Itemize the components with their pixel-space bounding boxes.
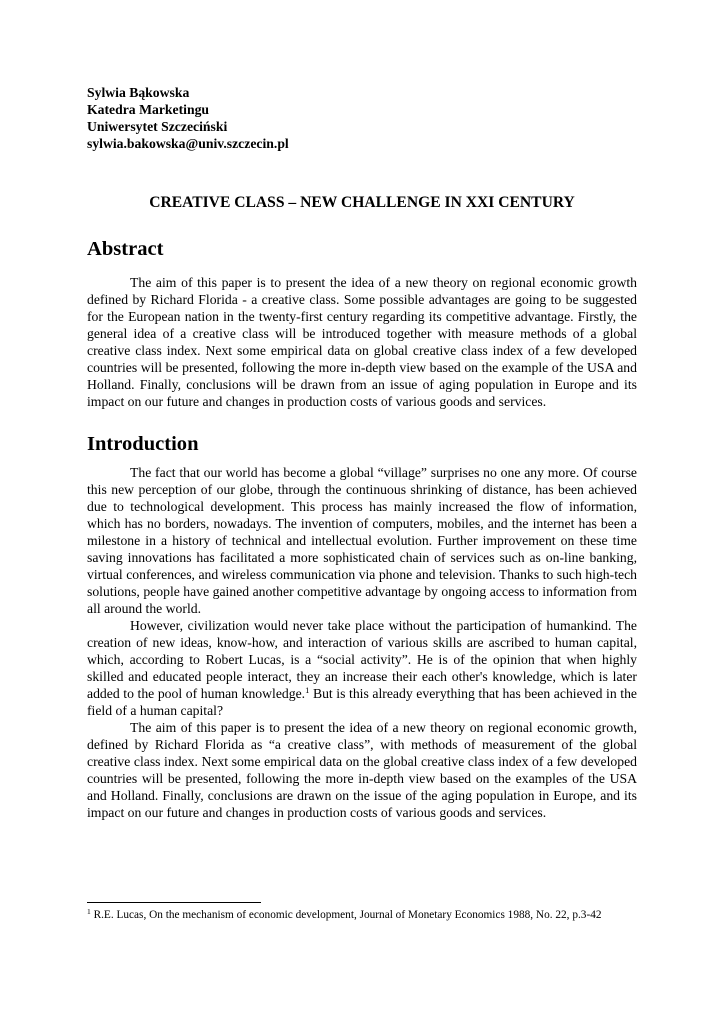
footnote-reference: 1 [305, 685, 310, 695]
author-department: Katedra Marketingu [87, 102, 210, 117]
footnote-text: R.E. Lucas, On the mechanism of economic development, Journal of Monetary Economics 1988, No. 22, p.3-42 [90, 909, 602, 921]
author-email: sylwia.bakowska@univ.szczecin.pl [87, 136, 289, 151]
paper-title: CREATIVE CLASS – NEW CHALLENGE IN XXI CENTURY [149, 194, 575, 211]
introduction-paragraph-2 [87, 617, 637, 719]
author-block [87, 84, 637, 152]
author-name: Sylwia Bąkowska [87, 85, 190, 100]
paragraph-2-text: However, civilization would never take place without the participation of humankind. The creation of new ideas, know-how, and interaction of various skills are ascribed to human capital, which, according to Robert Lucas, is a “social activity”. He is of the opinion that when highly skilled and educated people interact, they an increase their each other's knowledge, which is later added to the pool of human knowledge. [87, 618, 637, 701]
introduction-heading: Introduction [87, 433, 199, 455]
abstract-text: The aim of this paper is to present the idea of a new theory on regional economic growth defined by Richard Florida - a creative class. Some possible advantages are going to be suggested for the European nation in the twenty-first century regarding its competitive advantage. Firstly, the general idea of a creative class will be introduced together with measure methods of a global creative class index. Next some empirical data on global creative class index of a few developed countries will be presented, following the more in-depth view based on the example of the USA and Holland. Finally, conclusions will be drawn from an issue of aging population in Europe and its impact on our future and changes in production costs of various goods and services. [87, 275, 637, 409]
author-university: Uniwersytet Szczeciński [87, 119, 228, 134]
footnote-number: 1 [87, 907, 91, 916]
introduction-paragraph-1: The fact that our world has become a global “village” surprises no one any more. Of course this new perception of our globe, through the continuous shrinking of distance, has been achieved due to technological development. This process has mainly increased the flow of information, which has no borders, nowadays. The invention of computers, mobiles, and the internet has been a milestone in a history of technical and intellectual evolution. Further improvement on these time saving innovations has facilitated a more sophisticated chain of services such as on-line banking, virtual conferences, and wireless communication via phone and television. Thanks to such high-tech solutions, people have gained another competitive advantage by ongoing access to information from all around the world. [87, 465, 637, 616]
footnote-divider [87, 902, 261, 903]
introduction-paragraph-3: The aim of this paper is to present the idea of a new theory on regional economic growth, defined by Richard Florida as “a creative class”, with methods of measurement of the global creative class index. Next some empirical data on the global creative class index of a few developed countries will be presented, following the more in-depth view based on the examples of the USA and Holland. Finally, conclusions are drawn on the issue of the aging population in Europe, and its impact on our future and changes in production costs of various goods and services. [87, 720, 637, 820]
paragraph-2-text-end: But is this already everything that has been achieved in the field of a human capital? [87, 686, 637, 718]
footnote [87, 908, 638, 922]
abstract-heading: Abstract [87, 238, 164, 260]
